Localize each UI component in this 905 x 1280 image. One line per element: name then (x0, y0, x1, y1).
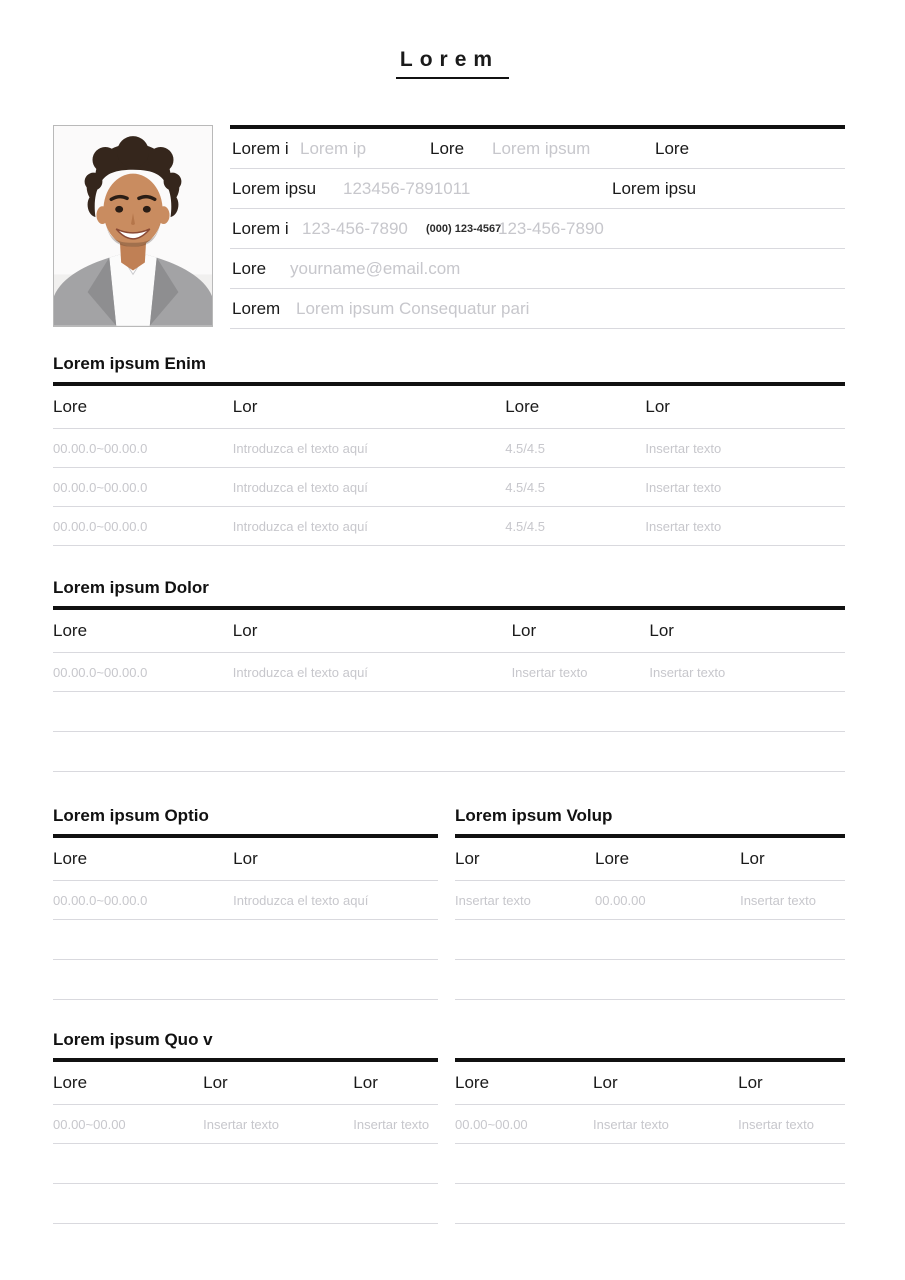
table-row (53, 653, 845, 692)
info-row-5 (230, 289, 845, 329)
column-header: Lor (649, 621, 674, 640)
field-value[interactable]: Lorem ipsum Consequatur pari (296, 298, 530, 318)
column-header: Lore (505, 397, 540, 416)
table-header-row (53, 610, 845, 653)
cell-placeholder[interactable]: 4.5/4.5 (505, 518, 545, 534)
cell-placeholder[interactable]: Insertar texto (203, 1116, 280, 1132)
cell-placeholder[interactable]: Insertar texto (645, 440, 722, 456)
empty-table-row (53, 1184, 438, 1224)
column-header: Lor (645, 397, 670, 416)
section-quo (53, 1028, 438, 1224)
cell-placeholder[interactable]: Introduzca el texto aquí (232, 440, 368, 456)
section-untitled (455, 1058, 845, 1224)
info-row-2 (230, 169, 845, 209)
column-header: Lore (53, 397, 88, 416)
column-header: Lor (232, 621, 258, 640)
table-header-row (455, 1062, 845, 1105)
column-header: Lor (740, 849, 765, 868)
page-title: Lorem (396, 48, 509, 79)
cell-placeholder[interactable]: 4.5/4.5 (505, 479, 545, 495)
empty-table-row (53, 960, 438, 1000)
info-row-4 (230, 249, 845, 289)
profile-photo (53, 125, 213, 327)
section-title: Lorem ipsum Optio (53, 806, 209, 825)
cell-placeholder[interactable]: 00.00~00.00 (455, 1116, 528, 1132)
column-header: Lor (738, 1073, 763, 1092)
section-volup (455, 804, 845, 1000)
field-label: Lorem i (232, 218, 289, 238)
table-row (53, 468, 845, 507)
empty-table-row (53, 692, 845, 732)
field-label: Lore (430, 138, 465, 158)
field-value[interactable]: 123456-7891011 (343, 178, 471, 198)
table-row (53, 881, 438, 920)
section-title: Lorem ipsum Volup (455, 806, 613, 825)
column-header: Lor (511, 621, 537, 640)
field-label: Lore (232, 258, 267, 278)
cell-placeholder[interactable]: 00.00.0~00.00.0 (53, 518, 148, 534)
column-header: Lor (455, 849, 480, 868)
field-label: Lorem (232, 298, 281, 318)
empty-table-row (53, 1144, 438, 1184)
table-row (455, 1105, 845, 1144)
cell-placeholder[interactable]: 00.00.0~00.00.0 (53, 664, 148, 680)
cell-placeholder[interactable]: 00.00.00 (595, 892, 646, 908)
column-header: Lore (53, 621, 88, 640)
cell-placeholder[interactable]: Introduzca el texto aquí (232, 518, 368, 534)
info-row-1 (230, 129, 845, 169)
column-header: Lor (353, 1073, 378, 1092)
cell-placeholder[interactable]: Insertar texto (645, 479, 722, 495)
section-title: Lorem ipsum Quo v (53, 1030, 213, 1049)
column-header: Lor (232, 397, 258, 416)
portrait-illustration (54, 126, 212, 326)
cell-placeholder[interactable]: Insertar texto (455, 892, 531, 908)
contact-info-table (230, 125, 845, 329)
field-label: Lorem i (232, 138, 289, 158)
empty-table-row (53, 732, 845, 772)
field-value[interactable]: 123-456-7890 (302, 218, 408, 238)
column-header: Lore (53, 1073, 88, 1092)
column-header: Lor (203, 1073, 228, 1092)
empty-table-row (455, 1184, 845, 1224)
page-title-wrap (0, 48, 905, 79)
table-header-row (53, 838, 438, 881)
table-row (455, 881, 845, 920)
field-value[interactable]: yourname@email.com (290, 258, 461, 278)
column-header: Lore (455, 1073, 490, 1092)
section-enim (53, 352, 845, 546)
section-optio (53, 804, 438, 1000)
field-value[interactable]: 123-456-7890 (498, 218, 604, 238)
field-label: Lorem ipsu (232, 178, 317, 198)
field-label: Lorem ipsu (612, 178, 697, 198)
cell-placeholder[interactable]: 00.00.0~00.00.0 (53, 892, 148, 908)
section-title: Lorem ipsum Enim (53, 354, 207, 373)
table-row (53, 507, 845, 546)
empty-table-row (455, 920, 845, 960)
column-header: Lor (233, 849, 258, 868)
cell-placeholder[interactable]: Insertar texto (645, 518, 722, 534)
cell-placeholder[interactable]: Insertar texto (593, 1116, 669, 1132)
cell-placeholder[interactable]: 00.00.0~00.00.0 (53, 440, 148, 456)
cell-placeholder[interactable]: 4.5/4.5 (505, 440, 545, 456)
column-header: Lore (53, 849, 88, 868)
field-value[interactable]: Lorem ip (300, 138, 367, 158)
cell-placeholder[interactable]: 00.00~00.00 (53, 1116, 126, 1132)
profile-section (53, 125, 845, 328)
cell-placeholder[interactable]: Insertar texto (649, 664, 726, 680)
cell-placeholder[interactable]: 00.00.0~00.00.0 (53, 479, 148, 495)
field-sublabel: (000) 123-4567 (426, 222, 502, 235)
cell-placeholder[interactable]: Introduzca el texto aquí (233, 892, 369, 908)
empty-table-row (53, 920, 438, 960)
cell-placeholder[interactable]: Insertar texto (740, 892, 816, 908)
field-label: Lore (655, 138, 690, 158)
cell-placeholder[interactable]: Introduzca el texto aquí (232, 479, 368, 495)
empty-table-row (455, 960, 845, 1000)
table-row (53, 429, 845, 468)
empty-table-row (455, 1144, 845, 1184)
info-row-3 (230, 209, 845, 249)
table-header-row (53, 1062, 438, 1105)
cell-placeholder[interactable]: Insertar texto (353, 1116, 430, 1132)
cell-placeholder[interactable]: Insertar texto (511, 664, 588, 680)
cell-placeholder[interactable]: Insertar texto (738, 1116, 814, 1132)
column-header: Lore (595, 849, 630, 868)
table-header-row (455, 838, 845, 881)
column-header: Lor (593, 1073, 618, 1092)
section-dolor (53, 576, 845, 772)
section-title: Lorem ipsum Dolor (53, 578, 209, 597)
cell-placeholder[interactable]: Introduzca el texto aquí (232, 664, 368, 680)
table-header-row (53, 386, 845, 429)
field-value[interactable]: Lorem ipsum (492, 138, 591, 158)
table-row (53, 1105, 438, 1144)
